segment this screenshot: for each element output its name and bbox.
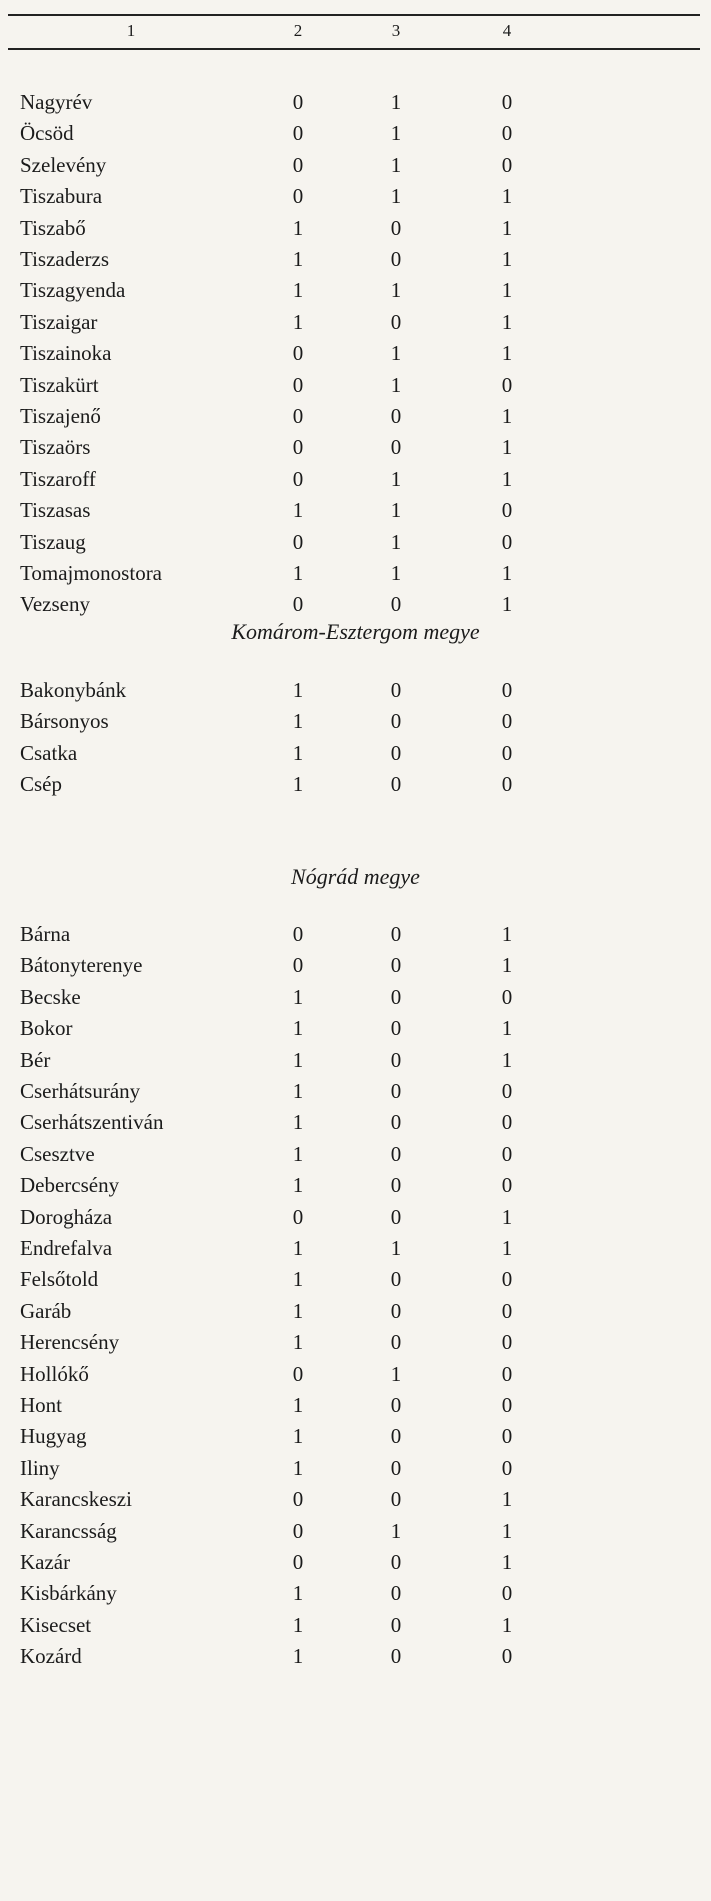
value-col-3: 0: [390, 1330, 402, 1355]
settlement-name: Tiszasas: [20, 498, 91, 523]
value-col-3: 0: [390, 404, 402, 428]
value-col-3: 0: [390, 1141, 402, 1166]
value-col-3: 0: [390, 1612, 402, 1637]
table-row: [0, 1421, 711, 1451]
section-title-nograd: Nógrád megye: [291, 864, 420, 889]
value-col-2: 0: [292, 1518, 304, 1543]
value-col-4: 0: [501, 772, 513, 797]
table-row: [0, 769, 711, 799]
value-col-2: 1: [292, 1612, 304, 1637]
value-col-3: 1: [390, 561, 402, 585]
value-col-2: 1: [292, 1141, 304, 1166]
table-row: [0, 464, 711, 494]
value-col-3: 1: [390, 498, 402, 523]
value-col-2: 0: [292, 152, 304, 177]
value-col-3: 1: [390, 90, 402, 114]
value-col-3: 0: [390, 1173, 402, 1198]
value-col-3: 0: [390, 1110, 402, 1135]
value-col-2: 1: [292, 709, 304, 734]
value-col-4: 0: [501, 121, 513, 146]
value-col-2: 1: [292, 1016, 304, 1041]
value-col-4: 0: [501, 1173, 513, 1198]
settlement-name: Szelevény: [20, 152, 107, 177]
table-row: [0, 1264, 711, 1294]
value-col-3: 0: [390, 953, 402, 978]
settlement-name: Debercsény: [20, 1173, 120, 1198]
value-col-4: 0: [501, 1079, 513, 1103]
table-row: [0, 919, 711, 949]
value-col-4: 1: [501, 1204, 513, 1229]
value-col-2: 0: [292, 404, 304, 428]
settlement-name: Tiszagyenda: [20, 278, 126, 303]
value-col-2: 1: [292, 215, 304, 240]
value-col-4: 1: [501, 1016, 513, 1041]
value-col-2: 1: [292, 1424, 304, 1449]
value-col-2: 1: [292, 1236, 304, 1260]
value-col-3: 1: [390, 529, 402, 554]
value-col-2: 0: [292, 1487, 304, 1512]
settlement-name: Karancsság: [20, 1518, 117, 1543]
value-col-4: 1: [501, 1047, 513, 1072]
table-row: [0, 1327, 711, 1357]
value-col-2: 0: [292, 592, 304, 617]
settlement-name: Bársonyos: [20, 709, 109, 734]
value-col-3: 1: [390, 152, 402, 177]
table-row: [0, 181, 711, 211]
table-row: [0, 275, 711, 305]
value-col-4: 1: [501, 466, 513, 491]
value-col-2: 0: [292, 341, 304, 366]
value-col-2: 0: [292, 1204, 304, 1229]
value-col-2: 0: [292, 435, 304, 460]
table-row: [0, 1578, 711, 1608]
value-col-4: 1: [501, 922, 513, 946]
table-row: [0, 1484, 711, 1514]
section-title-komarom: Komárom-Esztergom megye: [231, 619, 480, 644]
settlement-name: Hugyag: [20, 1424, 87, 1449]
table-row: [0, 738, 711, 768]
settlement-name: Cserhátsurány: [20, 1079, 141, 1103]
table-row: [0, 1233, 711, 1263]
value-col-2: 0: [292, 922, 304, 946]
value-col-3: 1: [390, 1236, 402, 1260]
settlement-name: Bér: [20, 1047, 51, 1072]
table-row: [0, 1547, 711, 1577]
value-col-2: 0: [292, 1361, 304, 1386]
settlement-name: Bárna: [20, 922, 71, 946]
table-row: [0, 1045, 711, 1075]
value-col-2: 1: [292, 1455, 304, 1480]
settlement-name: Cserhátszentiván: [20, 1110, 164, 1135]
table-row: [0, 527, 711, 557]
value-col-2: 0: [292, 1550, 304, 1574]
table-row: [0, 1013, 711, 1043]
value-col-3: 0: [390, 1550, 402, 1574]
table-row: [0, 307, 711, 337]
value-col-4: 0: [501, 1581, 513, 1606]
value-col-4: 0: [501, 1267, 513, 1292]
value-col-4: 1: [501, 953, 513, 978]
settlement-name: Tiszaroff: [20, 466, 96, 491]
table-row: [0, 1107, 711, 1137]
value-col-4: 1: [501, 561, 513, 585]
settlement-name: Tiszabő: [20, 215, 86, 240]
table-row: [0, 87, 711, 117]
value-col-3: 0: [390, 1298, 402, 1323]
value-col-4: 0: [501, 1141, 513, 1166]
value-col-3: 0: [390, 247, 402, 271]
value-col-3: 1: [390, 372, 402, 397]
value-col-2: 0: [292, 953, 304, 978]
settlement-name: Endrefalva: [20, 1236, 113, 1260]
table-row: [0, 558, 711, 588]
value-col-3: 0: [390, 984, 402, 1009]
table-row: [0, 1076, 711, 1106]
settlement-name: Tiszainoka: [20, 341, 112, 366]
settlement-name: Bátonyterenye: [20, 953, 143, 978]
settlement-name: Hollókő: [20, 1361, 89, 1386]
table-row: [0, 675, 711, 705]
value-col-2: 0: [292, 372, 304, 397]
value-col-4: 0: [501, 529, 513, 554]
value-col-2: 1: [292, 772, 304, 797]
table-row: [0, 982, 711, 1012]
settlement-name: Kazár: [20, 1550, 71, 1574]
value-col-2: 0: [292, 184, 304, 209]
table-row: [0, 1170, 711, 1200]
settlement-name: Becske: [20, 984, 81, 1009]
value-col-4: 0: [501, 1298, 513, 1323]
settlement-name: Kisecset: [20, 1612, 92, 1637]
table-row: [0, 1641, 711, 1671]
value-col-2: 1: [292, 1298, 304, 1323]
settlement-name: Öcsöd: [20, 121, 74, 146]
value-col-3: 0: [390, 592, 402, 617]
value-col-2: 1: [292, 278, 304, 303]
value-col-3: 0: [390, 435, 402, 460]
value-col-2: 1: [292, 1267, 304, 1292]
settlement-name: Kisbárkány: [20, 1581, 117, 1606]
value-col-2: 1: [292, 1173, 304, 1198]
value-col-3: 0: [390, 215, 402, 240]
value-col-2: 1: [292, 678, 304, 702]
table-header: [0, 16, 711, 46]
table-row: [0, 213, 711, 243]
value-col-3: 0: [390, 1581, 402, 1606]
value-col-3: 0: [390, 309, 402, 334]
value-col-2: 1: [292, 1047, 304, 1072]
table-row: [0, 338, 711, 368]
value-col-2: 1: [292, 1393, 304, 1417]
value-col-2: 1: [292, 247, 304, 271]
value-col-4: 1: [501, 435, 513, 460]
settlement-name: Tomajmonostora: [20, 561, 163, 585]
value-col-4: 1: [501, 341, 513, 366]
value-col-4: 1: [501, 592, 513, 617]
value-col-3: 0: [390, 1393, 402, 1417]
value-col-4: 1: [501, 1236, 513, 1260]
value-col-3: 1: [390, 341, 402, 366]
value-col-2: 1: [292, 498, 304, 523]
settlement-name: Csesztve: [20, 1141, 95, 1166]
value-col-4: 0: [501, 740, 513, 765]
table-row: [0, 1610, 711, 1640]
settlement-name: Nagyrév: [20, 90, 93, 114]
value-col-4: 0: [501, 1110, 513, 1135]
settlement-name: Kozárd: [20, 1644, 82, 1669]
value-col-3: 0: [390, 1424, 402, 1449]
value-col-4: 1: [501, 404, 513, 428]
value-col-2: 1: [292, 984, 304, 1009]
settlement-name: Tiszabura: [20, 184, 103, 209]
value-col-3: 0: [390, 922, 402, 946]
table-row: [0, 1359, 711, 1389]
settlement-name: Tiszaug: [20, 529, 86, 554]
table-row: [0, 495, 711, 525]
value-col-4: 0: [501, 1455, 513, 1480]
value-col-3: 0: [390, 772, 402, 797]
header-col-4: 4: [502, 21, 512, 40]
value-col-4: 0: [501, 152, 513, 177]
value-col-4: 1: [501, 1550, 513, 1574]
value-col-2: 1: [292, 1581, 304, 1606]
value-col-4: 1: [501, 247, 513, 271]
value-col-4: 0: [501, 709, 513, 734]
value-col-2: 1: [292, 1330, 304, 1355]
value-col-2: 0: [292, 466, 304, 491]
value-col-2: 0: [292, 90, 304, 114]
table-row: [0, 370, 711, 400]
value-col-3: 0: [390, 1455, 402, 1480]
value-col-2: 1: [292, 1110, 304, 1135]
value-col-4: 1: [501, 1612, 513, 1637]
table-row: [0, 1296, 711, 1326]
settlement-name: Tiszakürt: [20, 372, 99, 397]
value-col-4: 0: [501, 1644, 513, 1669]
settlement-name: Felsőtold: [20, 1267, 99, 1292]
value-col-4: 0: [501, 1424, 513, 1449]
table-row: [0, 1390, 711, 1420]
table-row: [0, 1202, 711, 1232]
value-col-4: 1: [501, 309, 513, 334]
settlement-name: Hont: [20, 1393, 62, 1417]
value-col-4: 0: [501, 984, 513, 1009]
settlement-name: Dorogháza: [20, 1204, 113, 1229]
table-row: [0, 118, 711, 148]
value-col-2: 1: [292, 561, 304, 585]
value-col-3: 0: [390, 1016, 402, 1041]
settlement-name: Tiszaigar: [20, 309, 98, 334]
value-col-3: 1: [390, 184, 402, 209]
table-row: [0, 150, 711, 180]
settlement-name: Herencsény: [20, 1330, 120, 1355]
value-col-4: 0: [501, 1361, 513, 1386]
value-col-4: 1: [501, 184, 513, 209]
table-row: [0, 401, 711, 431]
value-col-2: 0: [292, 121, 304, 146]
table-row: [0, 950, 711, 980]
settlement-name: Tiszaderzs: [20, 247, 110, 271]
settlement-name: Garáb: [20, 1298, 72, 1323]
value-col-3: 0: [390, 1644, 402, 1669]
settlement-name: Bokor: [20, 1016, 73, 1041]
table-row: [0, 1139, 711, 1169]
value-col-4: 0: [501, 1330, 513, 1355]
value-col-2: 1: [292, 740, 304, 765]
value-col-4: 0: [501, 498, 513, 523]
value-col-2: 1: [292, 1644, 304, 1669]
value-col-3: 0: [390, 1204, 402, 1229]
value-col-4: 0: [501, 90, 513, 114]
value-col-2: 0: [292, 529, 304, 554]
value-col-4: 0: [501, 372, 513, 397]
table-row: [0, 1453, 711, 1483]
value-col-3: 1: [390, 1361, 402, 1386]
value-col-3: 0: [390, 1079, 402, 1103]
value-col-3: 0: [390, 678, 402, 702]
settlement-name: Bakonybánk: [20, 678, 127, 702]
settlement-name: Csép: [20, 772, 62, 797]
value-col-3: 1: [390, 1518, 402, 1543]
table-row: [0, 706, 711, 736]
value-col-3: 1: [390, 278, 402, 303]
value-col-3: 0: [390, 1267, 402, 1292]
value-col-3: 0: [390, 1047, 402, 1072]
table-row: [0, 1516, 711, 1546]
header-col-3: 3: [391, 21, 401, 40]
table-row: [0, 432, 711, 462]
value-col-2: 1: [292, 309, 304, 334]
value-col-4: 0: [501, 678, 513, 702]
value-col-4: 1: [501, 215, 513, 240]
value-col-3: 0: [390, 740, 402, 765]
value-col-4: 1: [501, 1518, 513, 1543]
settlement-name: Tiszaörs: [20, 435, 91, 460]
header-rule: [8, 48, 700, 50]
value-col-4: 1: [501, 278, 513, 303]
table-row: [0, 244, 711, 274]
value-col-3: 0: [390, 709, 402, 734]
settlement-name: Karancskeszi: [20, 1487, 132, 1512]
value-col-2: 1: [292, 1079, 304, 1103]
settlement-name: Iliny: [20, 1455, 60, 1480]
header-col-1: 1: [126, 21, 136, 40]
value-col-3: 1: [390, 121, 402, 146]
value-col-4: 1: [501, 1487, 513, 1512]
value-col-3: 0: [390, 1487, 402, 1512]
header-col-2: 2: [293, 21, 303, 40]
settlement-name: Tiszajenő: [20, 404, 101, 428]
table-row: [0, 589, 711, 619]
settlement-name: Vezseny: [20, 592, 90, 617]
value-col-3: 1: [390, 466, 402, 491]
value-col-4: 0: [501, 1393, 513, 1417]
settlement-name: Csatka: [20, 740, 78, 765]
